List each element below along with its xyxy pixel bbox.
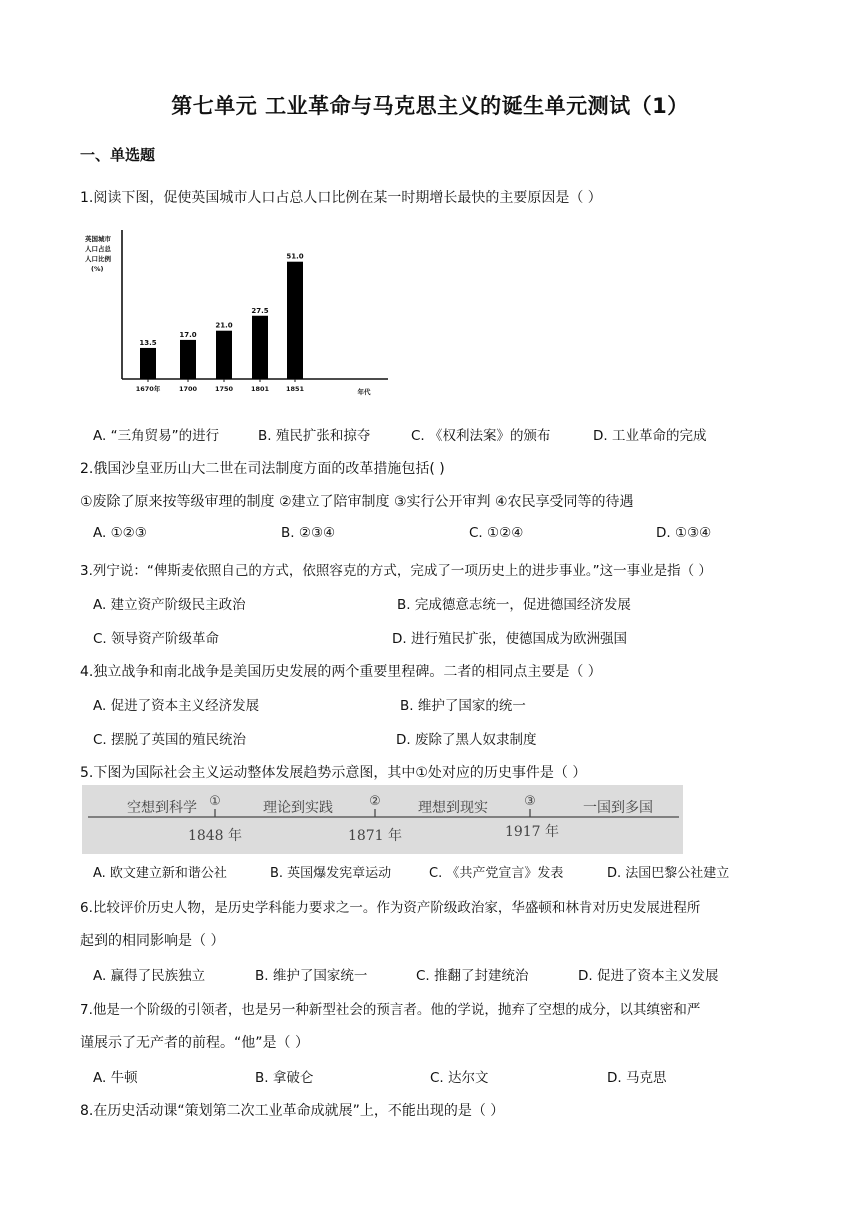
- q4-option-d: D. 废除了黑人奴隶制度: [396, 732, 537, 748]
- q5-option-a: A. 欧文建立新和谐公社: [93, 866, 227, 881]
- question-5-stem: 5.下图为国际社会主义运动整体发展趋势示意图，其中①处对应的历史事件是（ ）: [80, 765, 587, 781]
- q5-option-b: B. 英国爆发宪章运动: [270, 866, 392, 881]
- question-1-stem: 1.阅读下图，促使英国城市人口占总人口比例在某一时期增长最快的主要原因是（ ）: [80, 190, 602, 206]
- bar-1700: [180, 340, 196, 379]
- page-title: 第七单元 工业革命与马克思主义的诞生单元测试（1）: [171, 94, 689, 118]
- x-tick-label: 1851: [285, 385, 305, 393]
- x-tick-label: 1700: [178, 385, 198, 393]
- timeline-year-2: 1871 年: [347, 828, 403, 844]
- bar-value-label: 21.0: [215, 321, 233, 330]
- bar-1670年: [140, 348, 156, 379]
- timeline-stage-3: 理想到现实: [418, 800, 488, 816]
- timeline-stage-1: 空想到科学: [127, 800, 197, 816]
- q7-option-d: D. 马克思: [607, 1070, 667, 1086]
- bar-value-label: 17.0: [179, 330, 197, 339]
- q1-option-d: D. 工业革命的完成: [593, 428, 707, 444]
- q4-option-a: A. 促进了资本主义经济发展: [93, 698, 260, 714]
- q6-option-c: C. 推翻了封建统治: [416, 968, 529, 984]
- q3-option-a: A. 建立资产阶级民主政治: [93, 597, 246, 613]
- timeline-marker-1: ①: [209, 794, 221, 809]
- timeline-stage-4: 一国到多国: [583, 800, 653, 816]
- q3-option-c: C. 领导资产阶级革命: [93, 631, 220, 647]
- q5-option-c: C. 《共产党宣言》发表: [429, 866, 564, 881]
- question-3-stem: 3.列宁说：“俾斯麦依照自己的方式，依照容克的方式，完成了一项历史上的进步事业。”这一事业是指（ ）: [80, 563, 712, 579]
- timeline-stage-2: 理论到实践: [263, 800, 333, 816]
- question-7-stem-line2: 谨展示了无产者的前程。“他”是（ ）: [80, 1035, 309, 1051]
- timeline-year-3: 1917 年: [504, 824, 560, 840]
- question-7-stem-line1: 7.他是一个阶级的引领者，也是另一种新型社会的预言者。他的学说，抛弃了空想的成分，以其缜密和严: [80, 1002, 701, 1018]
- q5-option-d: D. 法国巴黎公社建立: [607, 866, 730, 881]
- q1-option-b: B. 殖民扩张和掠夺: [258, 428, 371, 444]
- question-2-stem: 2.俄国沙皇亚历山大二世在司法制度方面的改革措施包括( ): [80, 461, 445, 477]
- q6-option-b: B. 维护了国家统一: [255, 968, 368, 984]
- q2-option-c: C. ①②④: [469, 525, 524, 541]
- x-tick-label: 1670年: [135, 385, 161, 393]
- question-2-items: ①废除了原来按等级审理的制度 ②建立了陪审制度 ③实行公开审判 ④农民享受同等的待遇: [80, 494, 634, 510]
- bar-1801: [252, 316, 268, 379]
- socialism-timeline: [82, 785, 683, 854]
- bar-value-label: 13.5: [139, 338, 157, 347]
- x-tick-label: 1801: [250, 385, 270, 393]
- bar-value-label: 51.0: [286, 252, 304, 261]
- q7-option-a: A. 牛顿: [93, 1070, 138, 1086]
- q2-option-d: D. ①③④: [656, 525, 712, 541]
- bar-value-label: 27.5: [251, 306, 269, 315]
- bar-1750: [216, 331, 232, 379]
- timeline-marker-3: ③: [524, 794, 536, 809]
- question-6-stem-line1: 6.比较评价历史人物，是历史学科能力要求之一。作为资产阶级政治家，华盛顿和林肯对历史发展进程所: [80, 900, 701, 916]
- q1-option-c: C. 《权利法案》的颁布: [411, 428, 551, 444]
- y-axis-label: 英国城市人口占总人口比例(%): [85, 235, 111, 273]
- q7-option-b: B. 拿破仑: [255, 1070, 314, 1086]
- timeline-marker-2: ②: [369, 794, 381, 809]
- population-bar-chart: [82, 225, 392, 400]
- q4-option-b: B. 维护了国家的统一: [400, 698, 526, 714]
- x-axis-label: 年代: [357, 388, 371, 396]
- q7-option-c: C. 达尔文: [430, 1070, 489, 1086]
- section-heading: 一、单选题: [80, 146, 156, 164]
- q2-option-b: B. ②③④: [281, 525, 336, 541]
- q6-option-a: A. 赢得了民族独立: [93, 968, 206, 984]
- q6-option-d: D. 促进了资本主义发展: [578, 968, 719, 984]
- q2-option-a: A. ①②③: [93, 525, 147, 541]
- timeline-year-1: 1848 年: [187, 828, 243, 844]
- question-4-stem: 4.独立战争和南北战争是美国历史发展的两个重要里程碑。二者的相同点主要是（ ）: [80, 664, 602, 680]
- question-6-stem-line2: 起到的相同影响是（ ）: [80, 933, 225, 949]
- question-8-stem: 8.在历史活动课“策划第二次工业革命成就展”上，不能出现的是（ ）: [80, 1103, 505, 1119]
- q3-option-b: B. 完成德意志统一，促进德国经济发展: [397, 597, 631, 613]
- bar-1851: [287, 262, 303, 379]
- q1-option-a: A. “三角贸易”的进行: [93, 428, 220, 444]
- x-tick-label: 1750: [214, 385, 234, 393]
- q3-option-d: D. 进行殖民扩张，使德国成为欧洲强国: [392, 631, 627, 647]
- q4-option-c: C. 摆脱了英国的殖民统治: [93, 732, 247, 748]
